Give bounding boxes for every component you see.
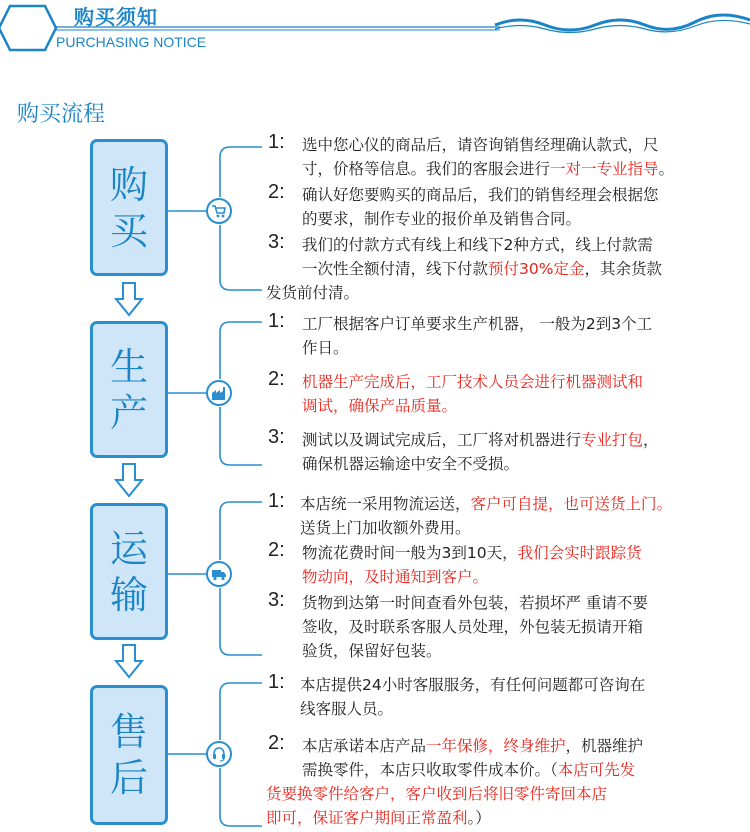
- item-number: 1:: [268, 671, 285, 693]
- item-text: 本店提供24小时客服服务，有任何问题都可咨询在: [300, 676, 646, 694]
- item-text: 测试以及调试完成后，工厂将对机器进行: [302, 431, 582, 449]
- item-text: 本店统一采用物流运送，: [300, 495, 471, 513]
- highlight-text: 物动向，及时通知到客户。: [302, 568, 489, 586]
- item-text: 确认好您要购买的商品后，我们的销售经理会根据您: [302, 186, 659, 204]
- item-text: 一次性全额付清，线下付款: [302, 260, 489, 278]
- stage-char: 运: [109, 526, 148, 571]
- item-text: ，机器维护: [565, 737, 644, 755]
- item-number: 2:: [268, 368, 285, 390]
- highlight-text: 专业打包: [581, 431, 644, 449]
- item-text: 寸，价格等信息。我们的客服会进行: [302, 160, 551, 178]
- item-text: 的要求，制作专业的报价单及销售合同。: [302, 210, 582, 228]
- shopping-cart-icon: [206, 198, 232, 224]
- highlight-text: 一对一专业指导: [550, 160, 659, 178]
- item-text: 。: [658, 160, 675, 178]
- item-text: 确保机器运输途中安全不受损。: [302, 455, 520, 473]
- stage-char: 生: [109, 344, 148, 389]
- item-text: ，: [643, 431, 659, 449]
- item-text: 签收，及时联系客服人员处理，外包装无损请开箱: [302, 618, 644, 636]
- highlight-text: 机器生产完成后，工厂技术人员会进行机器测试和: [302, 373, 644, 391]
- stage-box-production: [90, 321, 168, 458]
- item-text: ，其余货款: [584, 260, 662, 278]
- item-number: 1:: [268, 131, 285, 153]
- item-number: 3:: [268, 426, 285, 448]
- header-subtitle: PURCHASING NOTICE: [56, 34, 207, 50]
- item-text: 工厂根据客户订单要求生产机器， 一般为2到3个工: [302, 315, 653, 333]
- item-text: 发货前付清。: [266, 284, 360, 302]
- highlight-text: 即可，保证客户期间正常盈利: [266, 809, 468, 827]
- item-number: 1:: [268, 310, 285, 332]
- stage-box-shipping: [90, 503, 168, 640]
- header-title: 购买须知: [74, 5, 158, 29]
- highlight-text: 我们会实时跟踪货: [517, 544, 642, 562]
- delivery-truck-icon: [206, 561, 232, 587]
- item-text: 线客服人员。: [300, 700, 394, 718]
- stage-box-after-sales: [90, 685, 168, 825]
- down-arrow-icon: [114, 462, 144, 500]
- item-number: 3:: [268, 231, 285, 253]
- down-arrow-icon: [114, 281, 144, 319]
- highlight-text: 一年保修，终身维护: [426, 737, 566, 755]
- highlight-text: 调试，确保产品质量。: [302, 397, 458, 415]
- stage-char: 后: [109, 756, 148, 800]
- highlight-text: 客户可自提，也可送货上门。: [470, 495, 673, 513]
- section-title: 购买流程: [17, 102, 106, 127]
- stage-box-purchase: [90, 139, 168, 276]
- item-number: 1:: [268, 490, 285, 512]
- stage-char: 购: [109, 162, 148, 207]
- stage-char: 买: [109, 208, 148, 253]
- highlight-text: 本店可先发: [557, 761, 636, 779]
- highlight-text: 货要换零件给客户，客户收到后将旧零件寄回本店: [266, 785, 608, 803]
- item-number: 3:: [268, 589, 285, 611]
- item-text: 物流花费时间一般为3到10天，: [302, 544, 518, 562]
- item-text: 送货上门加收额外费用。: [300, 519, 471, 537]
- item-text: 作日。: [302, 339, 349, 357]
- item-text: 。）: [467, 809, 491, 827]
- down-arrow-icon: [114, 643, 144, 681]
- factory-icon: [206, 380, 232, 406]
- item-text: 选中您心仪的商品后，请咨询销售经理确认款式，尺: [302, 136, 659, 154]
- item-number: 2:: [268, 181, 285, 203]
- item-text: 我们的付款方式有线上和线下2种方式，线上付款需: [302, 236, 653, 254]
- stage-char: 售: [109, 710, 148, 754]
- item-text: 需换零件，本店只收取零件成本价。（: [302, 761, 558, 779]
- item-number: 2:: [268, 539, 285, 561]
- highlight-text: 预付30%定金: [488, 260, 585, 278]
- item-text: 货物到达第一时间查看外包装，若损坏严 重请不要: [302, 594, 648, 612]
- stage-char: 输: [109, 572, 148, 617]
- item-text: 验货，保留好包装。: [302, 642, 442, 660]
- item-number: 2:: [268, 732, 285, 754]
- item-text: 本店承诺本店产品: [302, 737, 427, 755]
- stage-char: 产: [109, 390, 148, 435]
- headset-icon: [206, 741, 232, 767]
